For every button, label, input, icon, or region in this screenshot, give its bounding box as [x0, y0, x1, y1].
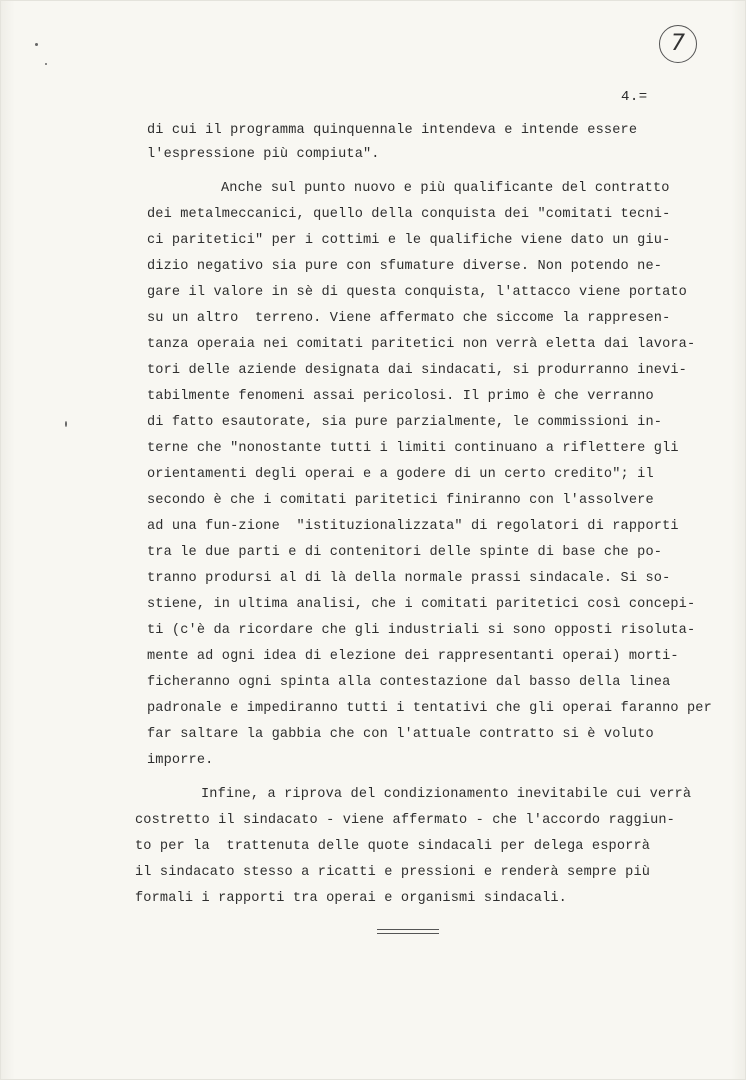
text-line: ad una fun-zione "istituzionalizzata" di regolatori di rapporti [147, 519, 679, 534]
text-line: Anche sul punto nuovo e più qualificante del contratto [221, 181, 670, 196]
ink-speck [35, 43, 38, 46]
text-line: imporre. [147, 753, 214, 768]
text-line: mente ad ogni idea di elezione dei rappresentanti operai) morti- [147, 649, 679, 664]
text-line: Infine, a riprova del condizionamento inevitabile cui verrà [201, 787, 692, 802]
circled-sheet-number: 7 [659, 25, 697, 63]
text-line: di cui il programma quinquennale intendeva e intende essere [147, 123, 638, 138]
text-line: terne che "nonostante tutti i limiti continuano a riflettere gli [147, 441, 679, 456]
text-line: orientamenti degli operai e a godere di un certo credito"; il [147, 467, 654, 482]
text-line: stiene, in ultima analisi, che i comitati paritetici così concepi- [147, 597, 696, 612]
text-line: formali i rapporti tra operai e organismi sindacali. [135, 891, 567, 906]
text-line: tanza operaia nei comitati paritetici non verrà eletta dai lavora- [147, 337, 696, 352]
text-line: costretto il sindacato - viene affermato - che l'accordo raggiun- [135, 813, 675, 828]
ink-speck [65, 421, 67, 427]
text-line: ti (c'è da ricordare che gli industriali si sono opposti risoluta- [147, 623, 696, 638]
text-line: tori delle aziende designata dai sindacati, si produrranno inevi- [147, 363, 687, 378]
text-line: to per la trattenuta delle quote sindacali per delega esporrà [135, 839, 651, 854]
text-line: gare il valore in sè di questa conquista, l'attacco viene portato [147, 285, 687, 300]
text-line: dei metalmeccanici, quello della conquista dei "comitati tecni- [147, 207, 671, 222]
text-line: di fatto esautorate, sia pure parzialmente, le commissioni in- [147, 415, 663, 430]
ink-speck [45, 63, 47, 65]
text-line: ci paritetici" per i cottimi e le qualifiche viene dato un giu- [147, 233, 671, 248]
text-line: padronale e impediranno tutti i tentativi che gli operai faranno per [147, 701, 712, 716]
text-line: ficheranno ogni spinta alla contestazione dal basso della linea [147, 675, 671, 690]
text-line: secondo è che i comitati paritetici finiranno con l'assolvere [147, 493, 654, 508]
text-line: tabilmente fenomeni assai pericolosi. Il primo è che verranno [147, 389, 654, 404]
text-line: su un altro terreno. Viene affermato che siccome la rappresen- [147, 311, 671, 326]
text-line: tra le due parti e di contenitori delle spinte di base che po- [147, 545, 663, 560]
text-line: l'espressione più compiuta". [147, 147, 380, 162]
text-line: il sindacato stesso a ricatti e pressioni e renderà sempre più [135, 865, 651, 880]
text-line: dizio negativo sia pure con sfumature diverse. Non potendo ne- [147, 259, 663, 274]
closing-rule [377, 929, 439, 934]
text-line: far saltare la gabbia che con l'attuale contratto si è voluto [147, 727, 654, 742]
text-line: tranno prodursi al di là della normale prassi sindacale. Si so- [147, 571, 671, 586]
page-number: 4.= [621, 89, 648, 105]
